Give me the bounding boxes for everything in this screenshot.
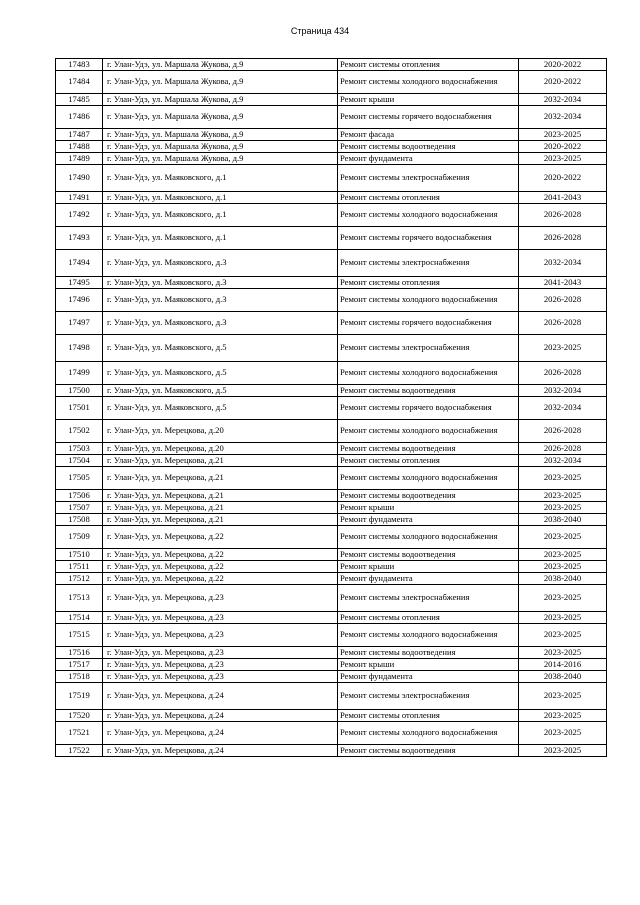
row-id-cell: 17518 bbox=[56, 671, 103, 683]
work-type-cell: Ремонт системы отопления bbox=[338, 277, 519, 289]
table-row bbox=[56, 227, 607, 250]
row-id-cell: 17484 bbox=[56, 71, 103, 94]
table-row bbox=[56, 129, 607, 141]
row-id-cell: 17509 bbox=[56, 526, 103, 549]
row-id-cell: 17496 bbox=[56, 289, 103, 312]
row-id-cell: 17502 bbox=[56, 420, 103, 443]
row-id-cell: 17507 bbox=[56, 502, 103, 514]
period-cell: 2026-2028 bbox=[519, 443, 607, 455]
row-id-cell: 17522 bbox=[56, 745, 103, 757]
row-id-cell: 17499 bbox=[56, 362, 103, 385]
table-row bbox=[56, 71, 607, 94]
address-cell: г. Улан-Удэ, ул. Маршала Жукова, д.9 bbox=[103, 141, 338, 153]
table-row bbox=[56, 455, 607, 467]
work-type-cell: Ремонт системы электроснабжения bbox=[338, 250, 519, 277]
address-cell: г. Улан-Удэ, ул. Маяковского, д.5 bbox=[103, 335, 338, 362]
row-id-cell: 17520 bbox=[56, 710, 103, 722]
address-cell: г. Улан-Удэ, ул. Мерецкова, д.21 bbox=[103, 502, 338, 514]
period-cell: 2032-2034 bbox=[519, 106, 607, 129]
address-cell: г. Улан-Удэ, ул. Мерецкова, д.22 bbox=[103, 549, 338, 561]
period-cell: 2023-2025 bbox=[519, 490, 607, 502]
work-type-cell: Ремонт системы холодного водоснабжения bbox=[338, 71, 519, 94]
work-type-cell: Ремонт системы отопления bbox=[338, 192, 519, 204]
table-row bbox=[56, 490, 607, 502]
table-row bbox=[56, 141, 607, 153]
address-cell: г. Улан-Удэ, ул. Маршала Жукова, д.9 bbox=[103, 106, 338, 129]
address-cell: г. Улан-Удэ, ул. Мерецкова, д.23 bbox=[103, 659, 338, 671]
address-cell: г. Улан-Удэ, ул. Мерецкова, д.21 bbox=[103, 490, 338, 502]
address-cell: г. Улан-Удэ, ул. Маяковского, д.1 bbox=[103, 165, 338, 192]
row-id-cell: 17490 bbox=[56, 165, 103, 192]
period-cell: 2023-2025 bbox=[519, 683, 607, 710]
row-id-cell: 17493 bbox=[56, 227, 103, 250]
work-type-cell: Ремонт системы водоотведения bbox=[338, 549, 519, 561]
work-type-cell: Ремонт системы водоотведения bbox=[338, 647, 519, 659]
row-id-cell: 17503 bbox=[56, 443, 103, 455]
row-id-cell: 17516 bbox=[56, 647, 103, 659]
row-id-cell: 17495 bbox=[56, 277, 103, 289]
address-cell: г. Улан-Удэ, ул. Мерецкова, д.23 bbox=[103, 585, 338, 612]
address-cell: г. Улан-Удэ, ул. Мерецкова, д.20 bbox=[103, 443, 338, 455]
table-row bbox=[56, 192, 607, 204]
table-row bbox=[56, 526, 607, 549]
address-cell: г. Улан-Удэ, ул. Мерецкова, д.24 bbox=[103, 722, 338, 745]
work-type-cell: Ремонт крыши bbox=[338, 94, 519, 106]
table-row bbox=[56, 335, 607, 362]
work-type-cell: Ремонт крыши bbox=[338, 561, 519, 573]
address-cell: г. Улан-Удэ, ул. Мерецкова, д.23 bbox=[103, 612, 338, 624]
table-row bbox=[56, 153, 607, 165]
period-cell: 2026-2028 bbox=[519, 289, 607, 312]
table-row bbox=[56, 549, 607, 561]
period-cell: 2038-2040 bbox=[519, 573, 607, 585]
address-cell: г. Улан-Удэ, ул. Маршала Жукова, д.9 bbox=[103, 59, 338, 71]
period-cell: 2026-2028 bbox=[519, 204, 607, 227]
table-row bbox=[56, 514, 607, 526]
address-cell: г. Улан-Удэ, ул. Мерецкова, д.22 bbox=[103, 573, 338, 585]
period-cell: 2023-2025 bbox=[519, 647, 607, 659]
work-type-cell: Ремонт фасада bbox=[338, 129, 519, 141]
period-cell: 2038-2040 bbox=[519, 671, 607, 683]
address-cell: г. Улан-Удэ, ул. Маршала Жукова, д.9 bbox=[103, 94, 338, 106]
work-type-cell: Ремонт системы электроснабжения bbox=[338, 335, 519, 362]
period-cell: 2032-2034 bbox=[519, 94, 607, 106]
work-type-cell: Ремонт системы холодного водоснабжения bbox=[338, 526, 519, 549]
period-cell: 2014-2016 bbox=[519, 659, 607, 671]
table-row bbox=[56, 397, 607, 420]
work-type-cell: Ремонт системы горячего водоснабжения bbox=[338, 106, 519, 129]
row-id-cell: 17483 bbox=[56, 59, 103, 71]
address-cell: г. Улан-Удэ, ул. Маршала Жукова, д.9 bbox=[103, 129, 338, 141]
work-type-cell: Ремонт системы отопления bbox=[338, 612, 519, 624]
row-id-cell: 17489 bbox=[56, 153, 103, 165]
period-cell: 2032-2034 bbox=[519, 250, 607, 277]
work-type-cell: Ремонт системы водоотведения bbox=[338, 443, 519, 455]
table-row bbox=[56, 502, 607, 514]
row-id-cell: 17512 bbox=[56, 573, 103, 585]
period-cell: 2023-2025 bbox=[519, 612, 607, 624]
work-type-cell: Ремонт крыши bbox=[338, 659, 519, 671]
work-type-cell: Ремонт системы водоотведения bbox=[338, 385, 519, 397]
address-cell: г. Улан-Удэ, ул. Маяковского, д.1 bbox=[103, 227, 338, 250]
period-cell: 2020-2022 bbox=[519, 165, 607, 192]
table-row bbox=[56, 250, 607, 277]
address-cell: г. Улан-Удэ, ул. Маяковского, д.5 bbox=[103, 397, 338, 420]
table-row bbox=[56, 722, 607, 745]
work-type-cell: Ремонт системы водоотведения bbox=[338, 490, 519, 502]
table-row bbox=[56, 277, 607, 289]
table-row bbox=[56, 671, 607, 683]
row-id-cell: 17517 bbox=[56, 659, 103, 671]
address-cell: г. Улан-Удэ, ул. Маяковского, д.1 bbox=[103, 204, 338, 227]
period-cell: 2032-2034 bbox=[519, 385, 607, 397]
table-row bbox=[56, 362, 607, 385]
row-id-cell: 17514 bbox=[56, 612, 103, 624]
address-cell: г. Улан-Удэ, ул. Мерецкова, д.23 bbox=[103, 624, 338, 647]
table-row bbox=[56, 585, 607, 612]
table-row bbox=[56, 624, 607, 647]
work-type-cell: Ремонт фундамента bbox=[338, 671, 519, 683]
address-cell: г. Улан-Удэ, ул. Мерецкова, д.24 bbox=[103, 683, 338, 710]
work-type-cell: Ремонт фундамента bbox=[338, 153, 519, 165]
row-id-cell: 17491 bbox=[56, 192, 103, 204]
work-type-cell: Ремонт системы холодного водоснабжения bbox=[338, 420, 519, 443]
table-row bbox=[56, 420, 607, 443]
work-type-cell: Ремонт системы холодного водоснабжения bbox=[338, 722, 519, 745]
period-cell: 2020-2022 bbox=[519, 141, 607, 153]
row-id-cell: 17492 bbox=[56, 204, 103, 227]
row-id-cell: 17486 bbox=[56, 106, 103, 129]
period-cell: 2041-2043 bbox=[519, 277, 607, 289]
row-id-cell: 17505 bbox=[56, 467, 103, 490]
work-type-cell: Ремонт системы водоотведения bbox=[338, 745, 519, 757]
period-cell: 2023-2025 bbox=[519, 129, 607, 141]
row-id-cell: 17501 bbox=[56, 397, 103, 420]
row-id-cell: 17521 bbox=[56, 722, 103, 745]
address-cell: г. Улан-Удэ, ул. Маяковского, д.3 bbox=[103, 312, 338, 335]
work-type-cell: Ремонт системы водоотведения bbox=[338, 141, 519, 153]
period-cell: 2023-2025 bbox=[519, 585, 607, 612]
period-cell: 2038-2040 bbox=[519, 514, 607, 526]
work-type-cell: Ремонт системы холодного водоснабжения bbox=[338, 624, 519, 647]
repair-schedule-table bbox=[55, 58, 607, 757]
period-cell: 2020-2022 bbox=[519, 59, 607, 71]
table-row bbox=[56, 443, 607, 455]
address-cell: г. Улан-Удэ, ул. Мерецкова, д.20 bbox=[103, 420, 338, 443]
row-id-cell: 17498 bbox=[56, 335, 103, 362]
address-cell: г. Улан-Удэ, ул. Мерецкова, д.24 bbox=[103, 745, 338, 757]
address-cell: г. Улан-Удэ, ул. Маршала Жукова, д.9 bbox=[103, 71, 338, 94]
period-cell: 2023-2025 bbox=[519, 745, 607, 757]
table-row bbox=[56, 165, 607, 192]
page-header: Страница 434 bbox=[290, 26, 350, 36]
work-type-cell: Ремонт системы холодного водоснабжения bbox=[338, 204, 519, 227]
work-type-cell: Ремонт системы холодного водоснабжения bbox=[338, 362, 519, 385]
row-id-cell: 17511 bbox=[56, 561, 103, 573]
work-type-cell: Ремонт системы горячего водоснабжения bbox=[338, 312, 519, 335]
row-id-cell: 17515 bbox=[56, 624, 103, 647]
work-type-cell: Ремонт системы электроснабжения bbox=[338, 585, 519, 612]
address-cell: г. Улан-Удэ, ул. Маяковского, д.3 bbox=[103, 289, 338, 312]
table-row bbox=[56, 59, 607, 71]
row-id-cell: 17504 bbox=[56, 455, 103, 467]
period-cell: 2041-2043 bbox=[519, 192, 607, 204]
address-cell: г. Улан-Удэ, ул. Маяковского, д.5 bbox=[103, 362, 338, 385]
work-type-cell: Ремонт системы отопления bbox=[338, 59, 519, 71]
address-cell: г. Улан-Удэ, ул. Мерецкова, д.21 bbox=[103, 467, 338, 490]
address-cell: г. Улан-Удэ, ул. Мерецкова, д.22 bbox=[103, 561, 338, 573]
address-cell: г. Улан-Удэ, ул. Маяковского, д.1 bbox=[103, 192, 338, 204]
work-type-cell: Ремонт системы отопления bbox=[338, 710, 519, 722]
period-cell: 2023-2025 bbox=[519, 710, 607, 722]
period-cell: 2026-2028 bbox=[519, 420, 607, 443]
period-cell: 2023-2025 bbox=[519, 153, 607, 165]
work-type-cell: Ремонт системы горячего водоснабжения bbox=[338, 227, 519, 250]
table-row bbox=[56, 683, 607, 710]
period-cell: 2026-2028 bbox=[519, 312, 607, 335]
table-row bbox=[56, 385, 607, 397]
period-cell: 2032-2034 bbox=[519, 455, 607, 467]
address-cell: г. Улан-Удэ, ул. Мерецкова, д.23 bbox=[103, 647, 338, 659]
table-row bbox=[56, 612, 607, 624]
period-cell: 2032-2034 bbox=[519, 397, 607, 420]
address-cell: г. Улан-Удэ, ул. Мерецкова, д.21 bbox=[103, 455, 338, 467]
row-id-cell: 17500 bbox=[56, 385, 103, 397]
row-id-cell: 17519 bbox=[56, 683, 103, 710]
row-id-cell: 17508 bbox=[56, 514, 103, 526]
work-type-cell: Ремонт фундамента bbox=[338, 573, 519, 585]
table-row bbox=[56, 94, 607, 106]
row-id-cell: 17488 bbox=[56, 141, 103, 153]
work-type-cell: Ремонт системы горячего водоснабжения bbox=[338, 397, 519, 420]
period-cell: 2023-2025 bbox=[519, 526, 607, 549]
table-row bbox=[56, 204, 607, 227]
work-type-cell: Ремонт системы электроснабжения bbox=[338, 683, 519, 710]
table-row bbox=[56, 659, 607, 671]
work-type-cell: Ремонт фундамента bbox=[338, 514, 519, 526]
row-id-cell: 17497 bbox=[56, 312, 103, 335]
address-cell: г. Улан-Удэ, ул. Маяковского, д.5 bbox=[103, 385, 338, 397]
period-cell: 2023-2025 bbox=[519, 549, 607, 561]
table-row bbox=[56, 561, 607, 573]
table-row bbox=[56, 106, 607, 129]
table-row bbox=[56, 710, 607, 722]
row-id-cell: 17494 bbox=[56, 250, 103, 277]
address-cell: г. Улан-Удэ, ул. Маршала Жукова, д.9 bbox=[103, 153, 338, 165]
period-cell: 2023-2025 bbox=[519, 335, 607, 362]
table-row bbox=[56, 312, 607, 335]
address-cell: г. Улан-Удэ, ул. Мерецкова, д.22 bbox=[103, 526, 338, 549]
work-type-cell: Ремонт системы холодного водоснабжения bbox=[338, 289, 519, 312]
address-cell: г. Улан-Удэ, ул. Маяковского, д.3 bbox=[103, 250, 338, 277]
table-row bbox=[56, 573, 607, 585]
work-type-cell: Ремонт системы электроснабжения bbox=[338, 165, 519, 192]
period-cell: 2026-2028 bbox=[519, 362, 607, 385]
period-cell: 2023-2025 bbox=[519, 561, 607, 573]
row-id-cell: 17510 bbox=[56, 549, 103, 561]
period-cell: 2023-2025 bbox=[519, 722, 607, 745]
row-id-cell: 17513 bbox=[56, 585, 103, 612]
work-type-cell: Ремонт системы холодного водоснабжения bbox=[338, 467, 519, 490]
work-type-cell: Ремонт системы отопления bbox=[338, 455, 519, 467]
period-cell: 2023-2025 bbox=[519, 624, 607, 647]
address-cell: г. Улан-Удэ, ул. Мерецкова, д.24 bbox=[103, 710, 338, 722]
row-id-cell: 17485 bbox=[56, 94, 103, 106]
period-cell: 2020-2022 bbox=[519, 71, 607, 94]
row-id-cell: 17487 bbox=[56, 129, 103, 141]
table-row bbox=[56, 289, 607, 312]
work-type-cell: Ремонт крыши bbox=[338, 502, 519, 514]
row-id-cell: 17506 bbox=[56, 490, 103, 502]
address-cell: г. Улан-Удэ, ул. Маяковского, д.3 bbox=[103, 277, 338, 289]
table-row bbox=[56, 745, 607, 757]
period-cell: 2023-2025 bbox=[519, 467, 607, 490]
address-cell: г. Улан-Удэ, ул. Мерецкова, д.21 bbox=[103, 514, 338, 526]
table-row bbox=[56, 647, 607, 659]
period-cell: 2023-2025 bbox=[519, 502, 607, 514]
period-cell: 2026-2028 bbox=[519, 227, 607, 250]
table-row bbox=[56, 467, 607, 490]
address-cell: г. Улан-Удэ, ул. Мерецкова, д.23 bbox=[103, 671, 338, 683]
